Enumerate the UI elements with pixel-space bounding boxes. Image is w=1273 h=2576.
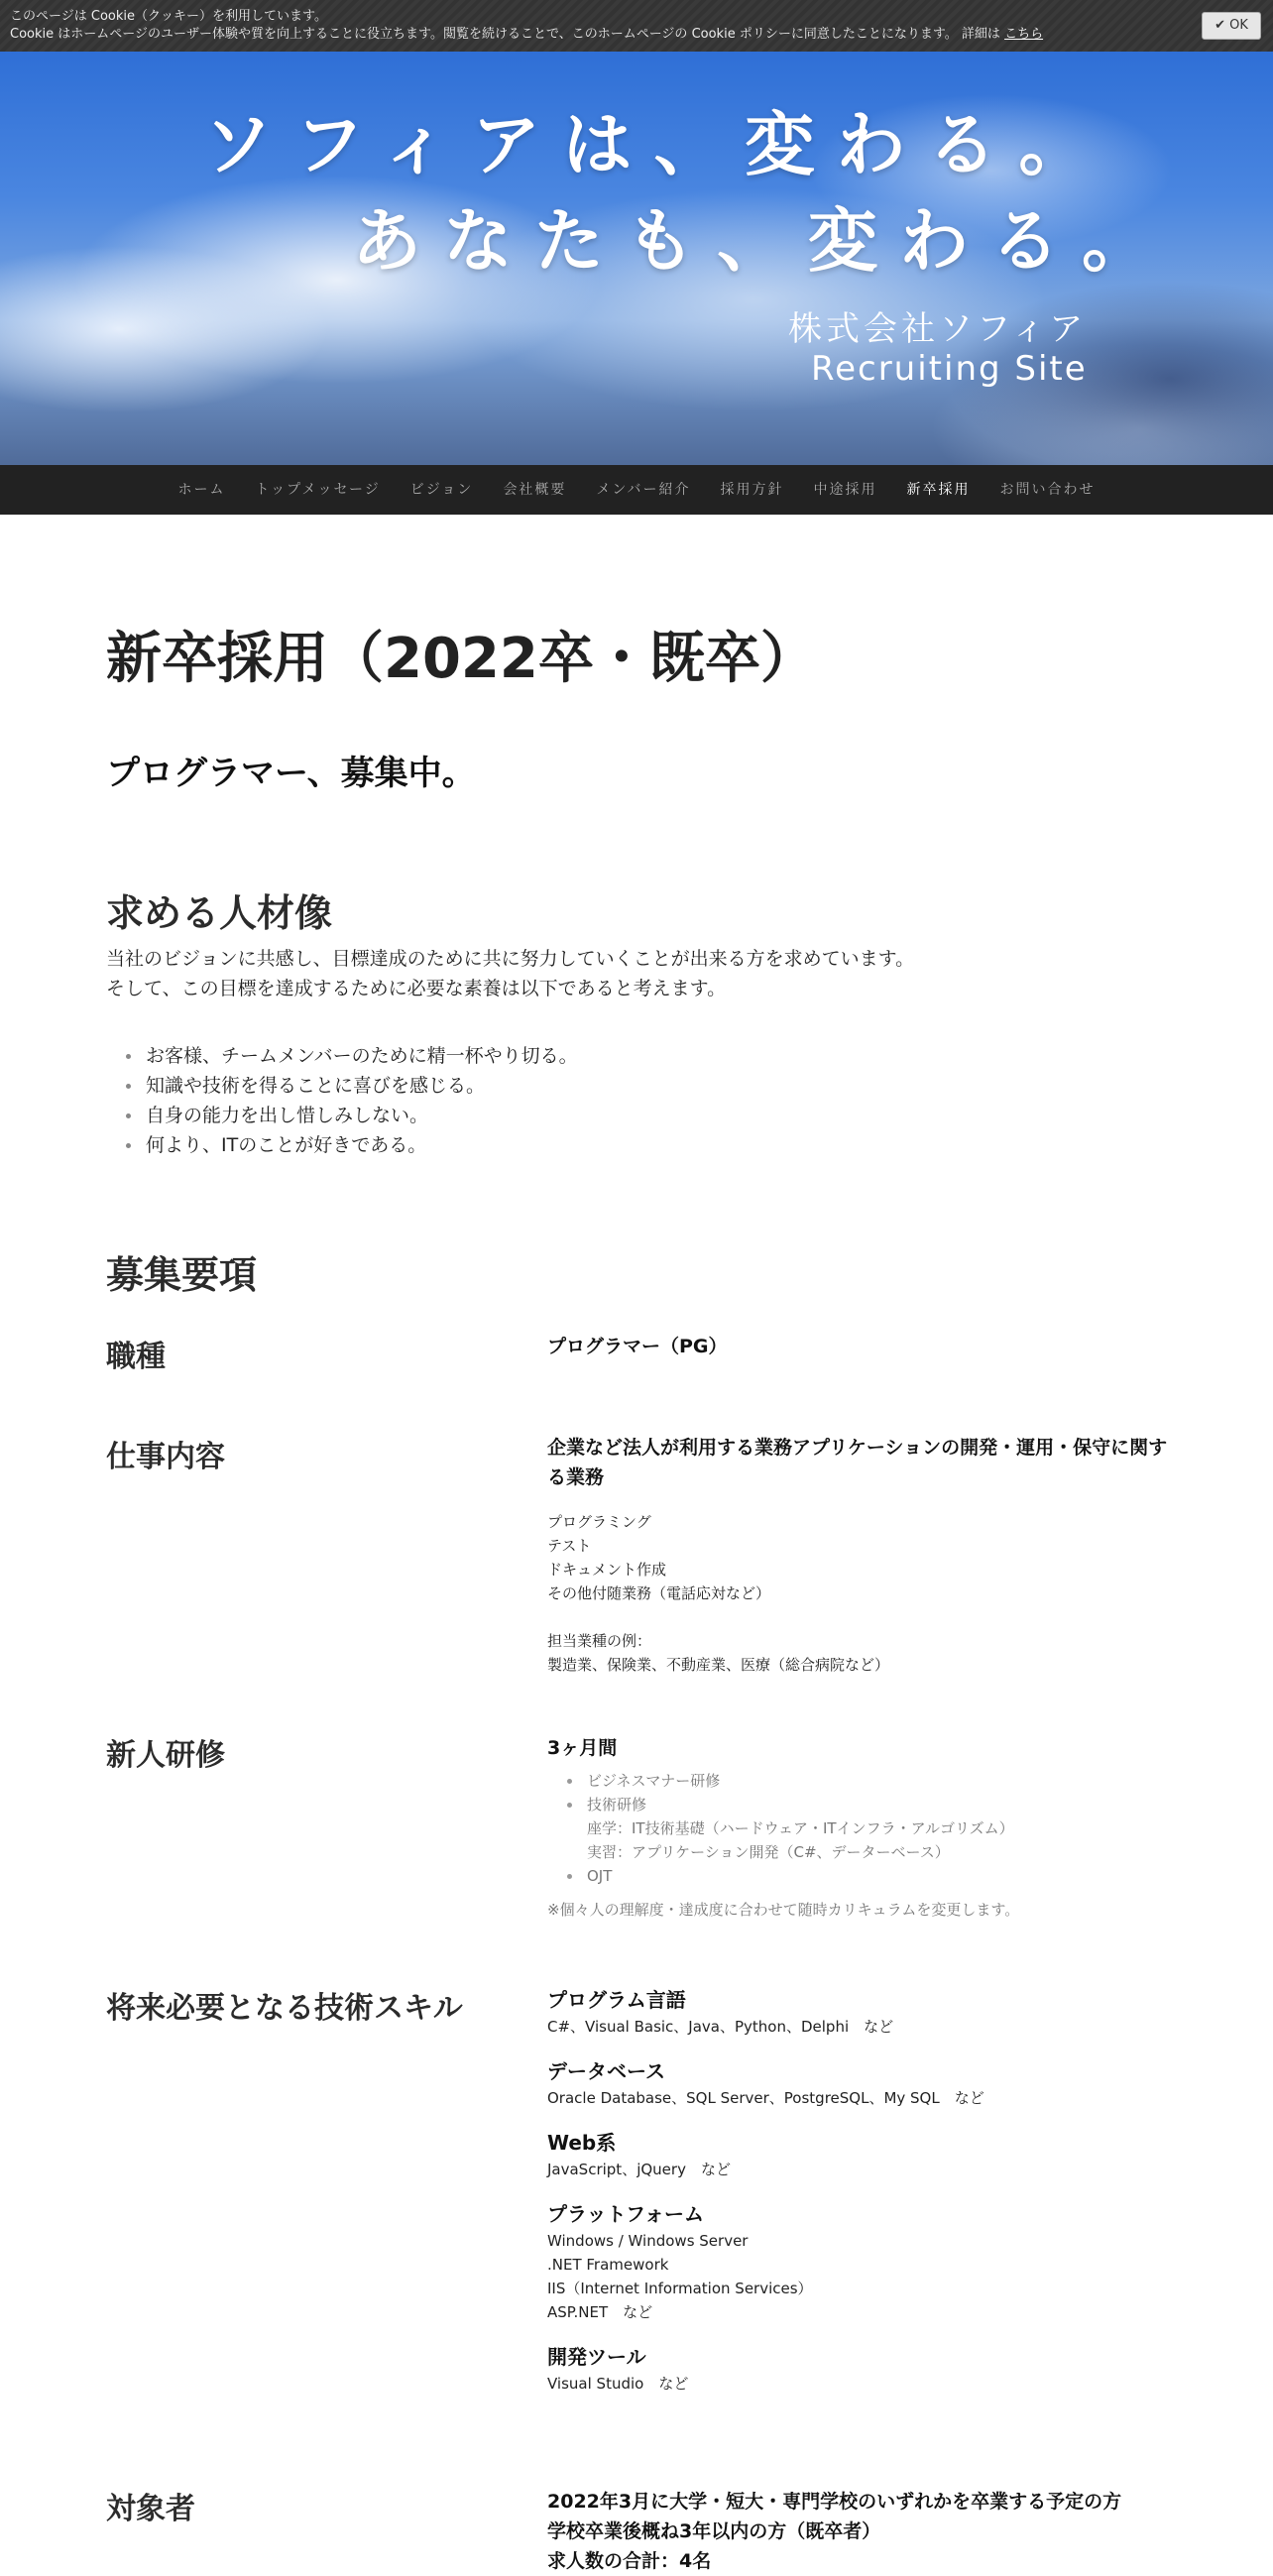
training-block (547, 1733, 1172, 1922)
training-tech: 技術研修 (587, 1796, 647, 1814)
list-item: 知識や技術を得ることに喜びを感じる。 (146, 1071, 578, 1101)
cookie-ok-button[interactable]: ✔ OK (1202, 12, 1261, 40)
nav-item-contact[interactable]: お問い合わせ (999, 482, 1096, 498)
persona-heading: 求める人材像 (106, 891, 333, 935)
work-item: テスト (547, 1537, 592, 1555)
hero-banner (0, 52, 1273, 465)
skill-heading: Web系 (547, 2131, 617, 2155)
job-type-value-block (547, 1332, 1172, 1361)
list-item (587, 1793, 1172, 1864)
job-type-value: プログラマー（PG） (547, 1336, 728, 1357)
page-subtitle: プログラマー、募集中。 (106, 754, 476, 793)
work-item: その他付随業務（電話応対など） (547, 1584, 771, 1602)
skill-heading: データベース (547, 2059, 665, 2083)
work-label: 仕事内容 (106, 1440, 225, 1474)
training-duration: 3ヶ月間 (547, 1737, 618, 1759)
work-example: 製造業、保険業、不動産業、医療（総合病院など） (547, 1656, 890, 1674)
skills-label: 将来必要となる技術スキル (106, 1991, 463, 2026)
persona-lead-line1: 当社のビジョンに共感し、目標達成のために共に努力していくことが出来る方を求めています。 (106, 948, 915, 970)
target-line: 学校卒業後概ね3年以内の方（既卒者） (547, 2520, 881, 2542)
skill-detail: C#、Visual Basic、Java、Python、Delphi など (547, 2018, 894, 2036)
persona-list (146, 1041, 578, 1160)
skill-heading: 開発ツール (547, 2345, 646, 2369)
list-item: 自身の能力を出し惜しみしない。 (146, 1101, 578, 1130)
training-practice: 実習：アプリケーション開発（C#、データーベース） (587, 1843, 950, 1861)
skills-block (547, 1985, 1172, 2396)
target-line: 求人数の合計：4名 (547, 2550, 712, 2572)
hero-site-subtitle: Recruiting Site (811, 349, 1088, 389)
nav-item-midcareer[interactable]: 中途採用 (813, 482, 877, 498)
skill-detail: Visual Studio など (547, 2375, 689, 2393)
cookie-policy-link[interactable]: こちら (1004, 27, 1044, 42)
skill-detail: ASP.NET など (547, 2303, 653, 2321)
list-item: ビジネスマナー研修 (587, 1769, 1172, 1793)
work-item: プログラミング (547, 1513, 651, 1531)
target-block (547, 2487, 1172, 2576)
page-title: 新卒採用（2022卒・既卒） (106, 627, 816, 691)
skill-detail: .NET Framework (547, 2256, 669, 2274)
cookie-banner (0, 0, 1273, 52)
work-example-label: 担当業種の例： (547, 1632, 652, 1650)
nav-item-vision[interactable]: ビジョン (409, 482, 474, 498)
work-block (547, 1433, 1172, 1677)
skill-detail: IIS（Internet Information Services） (547, 2280, 813, 2297)
hero-company-name: 株式会社ソフィア (788, 309, 1088, 349)
list-item: OJT (587, 1864, 1172, 1888)
skill-heading: プログラム言語 (547, 1988, 686, 2012)
target-label: 対象者 (106, 2492, 195, 2526)
persona-lead (106, 944, 914, 1003)
nav-item-members[interactable]: メンバー紹介 (596, 482, 691, 498)
cookie-policy-text: Cookie はホームページのユーザー体験や質を向上することに役立ちます。閲覧を続けることで、このホームページの Cookie ポリシーに同意したことになります。 詳細は (10, 27, 1000, 42)
main-nav (0, 465, 1273, 515)
list-item: お客様、チームメンバーのために精一杯やり切る。 (146, 1041, 578, 1071)
training-list (547, 1769, 1172, 1888)
skill-detail: JavaScript、jQuery など (547, 2161, 731, 2178)
skill-detail: Windows / Windows Server (547, 2232, 749, 2250)
nav-item-home[interactable]: ホーム (177, 482, 226, 498)
work-item: ドキュメント作成 (547, 1561, 667, 1579)
nav-item-company[interactable]: 会社概要 (503, 482, 567, 498)
nav-item-policy[interactable]: 採用方針 (720, 482, 784, 498)
nav-item-new-graduate[interactable]: 新卒採用 (906, 482, 971, 498)
hero-headline-2: あなたも、変わる。 (352, 200, 1173, 282)
work-heading: 企業など法人が利用する業務アプリケーションの開発・運用・保守に関する業務 (547, 1437, 1168, 1488)
hero-headline-1: ソフィアは、変わる。 (203, 104, 1110, 185)
list-item: 何より、ITのことが好きである。 (146, 1130, 578, 1160)
cookie-text-line2 (10, 26, 1263, 44)
training-label: 新人研修 (106, 1738, 225, 1773)
training-classroom: 座学：IT技術基礎（ハードウェア・ITインフラ・アルゴリズム） (587, 1819, 1014, 1837)
target-line: 2022年3月に大学・短大・専門学校のいずれかを卒業する予定の方 (547, 2491, 1122, 2513)
nav-item-top-message[interactable]: トップメッセージ (255, 482, 381, 498)
skill-heading: プラットフォーム (547, 2202, 704, 2226)
cookie-text-line1: このページは Cookie（クッキー）を利用しています。 (10, 9, 327, 24)
persona-lead-line2: そして、この目標を達成するために必要な素養は以下であると考えます。 (106, 978, 727, 999)
skill-detail: Oracle Database、SQL Server、PostgreSQL、My SQL など (547, 2089, 984, 2107)
job-type-label: 職種 (106, 1340, 166, 1374)
training-note: ※個々人の理解度・達成度に合わせて随時カリキュラムを変更します。 (547, 1901, 1020, 1919)
requirements-heading: 募集要項 (106, 1253, 258, 1297)
